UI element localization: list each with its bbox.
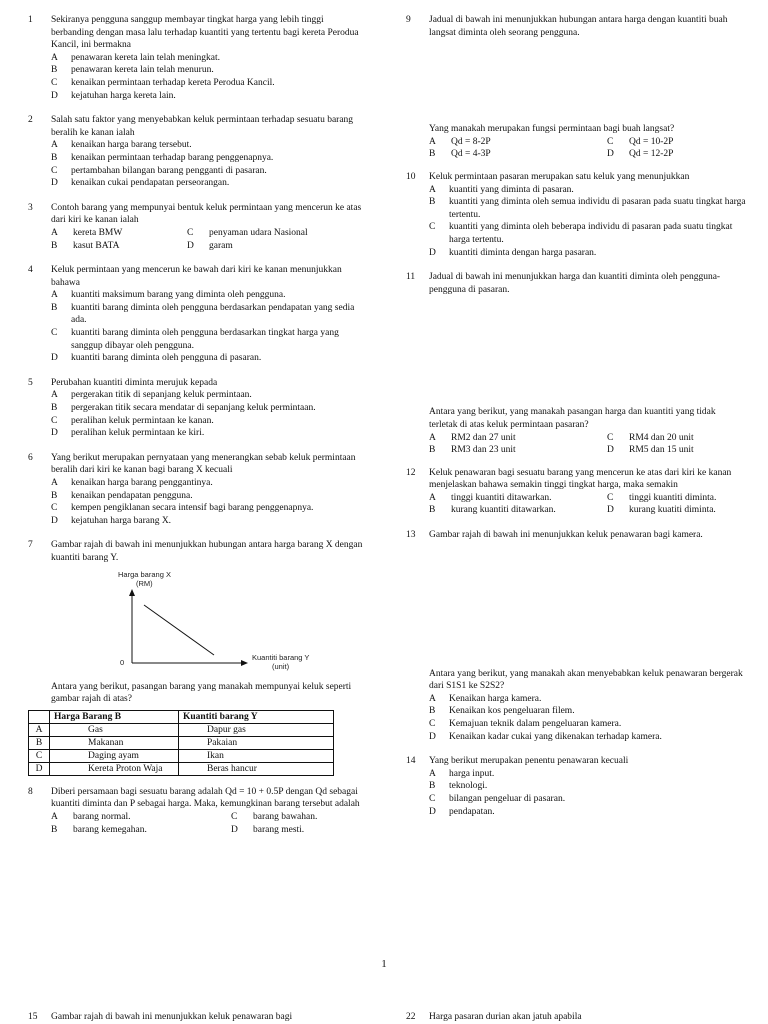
table-placeholder (429, 39, 746, 123)
table-row[interactable]: D Kereta Proton Waja Beras hancur (29, 762, 334, 775)
option-a[interactable]: A pergerakan titik di sepanjang keluk permintaan. (51, 390, 252, 401)
question-8 (28, 786, 368, 836)
question-number: 13 (406, 530, 416, 541)
question-number: 1 (28, 15, 33, 25)
option-c[interactable]: C RM4 dan 20 unit (607, 432, 694, 443)
question-9 (406, 14, 746, 161)
table-row[interactable]: C Daging ayam Ikan (29, 749, 334, 762)
options-row (51, 240, 368, 253)
option-b[interactable]: B teknologi. (429, 781, 488, 792)
option-b[interactable]: B barang kemegahan. (51, 824, 147, 835)
question-13 (406, 529, 746, 743)
option-a[interactable]: A harga input. (429, 768, 495, 779)
options-row (429, 432, 746, 445)
option-c[interactable]: C barang bawahan. (231, 811, 318, 822)
options-row (429, 492, 746, 505)
question-number: 12 (406, 467, 416, 478)
question-1 (28, 14, 368, 102)
option-d[interactable]: D peralihan keluk permintaan ke kiri. (51, 428, 205, 439)
option-d[interactable]: D kenaikan cukai pendapatan perseorangan. (51, 178, 230, 189)
question-11 (406, 271, 746, 457)
option-c[interactable]: C kuantiti yang diminta oleh beberapa individu di pasaran pada suatu tingkat harga tertentu. (429, 222, 733, 245)
option-b[interactable]: B pergerakan titik secara mendatar di sepanjang keluk permintaan. (51, 403, 316, 414)
option-b[interactable]: B Qd = 4-3P (429, 149, 491, 160)
option-b[interactable]: B kenaikan pendapatan pengguna. (51, 490, 193, 501)
x-axis-label: Kuantiti barang Y (252, 652, 310, 662)
diagram-placeholder (429, 542, 746, 668)
options-row (429, 148, 746, 161)
option-d[interactable]: D kejatuhan harga barang X. (51, 515, 172, 526)
question-2 (28, 114, 368, 190)
options-row (51, 227, 368, 240)
question-12 (406, 467, 746, 517)
question-prompt: Yang manakah merupakan fungsi permintaan bagi buah langsat? (429, 124, 675, 135)
option-c[interactable]: C kenaikan permintaan terhadap kereta Perodua Kancil. (51, 77, 275, 88)
option-a[interactable]: A Kenaikan harga kamera. (429, 693, 542, 704)
question-stem: Yang berikut merupakan pernyataan yang menerangkan sebab keluk permintaan beralih dari kiri ke kanan bagi barang X kecuali (51, 452, 356, 476)
option-a[interactable]: A RM2 dan 27 unit (429, 432, 516, 443)
option-a[interactable]: A kenaikan harga barang penggantinya. (51, 478, 213, 488)
option-d[interactable]: D Qd = 12-2P (607, 149, 674, 160)
option-c[interactable]: C bilangan pengeluar di pasaran. (429, 794, 566, 804)
question-stem: Gambar rajah di bawah ini menunjukkan keluk penawaran bagi (51, 1012, 293, 1022)
option-a[interactable]: A tinggi kuantiti ditawarkan. (429, 492, 552, 503)
option-d[interactable]: D garam (187, 240, 233, 251)
question-number: 14 (406, 756, 416, 767)
options-row (429, 444, 746, 457)
option-b[interactable]: B kuantiti yang diminta oleh semua individu di pasaran pada suatu tingkat harga tertentu. (429, 197, 746, 220)
option-a[interactable]: A kuantiti yang diminta di pasaran. (429, 184, 574, 195)
question-stem: Salah satu faktor yang menyebabkan keluk permintaan terhadap sesuatu barang beralih ke kanan ialah (51, 115, 354, 138)
question-stem: Sekiranya pengguna sanggup membayar tingkat harga yang lebih tinggi berbanding dengan masa lalu terhadap kuantiti yang tertentu bagi kereta Perodua Kancil, ini bermakna (51, 15, 359, 51)
option-c[interactable]: C Qd = 10-2P (607, 136, 674, 147)
table-header (29, 710, 334, 723)
question-stem: Jadual di bawah ini menunjukkan hubungan antara harga dengan kuantiti buah langsat diminta oleh seorang pengguna. (429, 15, 728, 38)
demand-graph (96, 567, 336, 677)
table-row[interactable]: B Makanan Pakaian (29, 736, 334, 749)
question-number: 11 (406, 272, 416, 283)
question-number: 6 (28, 452, 33, 463)
question-15 (28, 1011, 391, 1024)
question-number: 9 (406, 15, 411, 25)
question-number: 10 (406, 171, 416, 182)
y-axis-label: Harga barang X (118, 569, 171, 579)
option-a[interactable]: A kuantiti maksimum barang yang diminta oleh pengguna. (51, 290, 286, 301)
option-a[interactable]: A Qd = 8-2P (429, 136, 491, 147)
question-number: 4 (28, 265, 33, 276)
option-b[interactable]: B kurang kuantiti ditawarkan. (429, 505, 556, 516)
question-stem: Perubahan kuantiti diminta merujuk kepada (51, 377, 218, 388)
question-prompt: Antara yang berikut, yang manakah akan menyebabkan keluk penawaran bergerak dari S1S1 ke S2S2? (429, 668, 743, 692)
options-row (429, 136, 746, 149)
question-stem: Keluk permintaan pasaran merupakan satu keluk yang menunjukkan (429, 171, 690, 182)
question-3 (28, 202, 368, 252)
option-c[interactable]: C penyaman udara Nasional (187, 227, 308, 238)
option-b[interactable]: B kenaikan permintaan terhadap barang penggenapnya. (51, 152, 274, 163)
question-stem: Keluk penawaran bagi sesuatu barang yang mencerun ke atas dari kiri ke kanan menjelaskan bahawa semakin tinggi tingkat harga, maka semakin (429, 467, 732, 491)
left-column (28, 14, 368, 836)
option-d[interactable]: D pendapatan. (429, 806, 495, 817)
question-number: 15 (28, 1012, 38, 1022)
option-b[interactable]: B kuantiti barang diminta oleh pengguna berdasarkan pendapatan yang sedia ada. (51, 302, 355, 326)
option-d[interactable]: D RM5 dan 15 unit (607, 445, 694, 456)
question-number: 2 (28, 115, 33, 126)
question-number: 7 (28, 540, 33, 551)
question-stem: Yang berikut merupakan penentu penawaran kecuali (429, 756, 629, 767)
option-d[interactable]: D barang mesti. (231, 824, 305, 835)
option-d[interactable]: D kuantiti barang diminta oleh pengguna di pasaran. (51, 353, 262, 364)
question-number: 5 (28, 377, 33, 388)
header-cell (29, 710, 50, 723)
option-a[interactable]: A penawaran kereta lain telah meningkat. (51, 52, 221, 63)
option-c[interactable]: C peralihan keluk permintaan ke kanan. (51, 415, 214, 426)
option-b[interactable]: B kasut BATA (51, 240, 120, 251)
question-stem: Jadual di bawah ini menunjukkan harga dan kuantiti diminta oleh pengguna- pengguna di pasaran. (429, 272, 721, 295)
question-number: 3 (28, 202, 33, 213)
question-stem: Contoh barang yang mempunyai bentuk keluk permintaan yang mencerun ke atas dari kiri ke kanan ialah (51, 202, 362, 226)
option-a[interactable]: A kenaikan harga barang tersebut. (51, 140, 192, 151)
right-column (406, 14, 746, 818)
options-row (51, 824, 368, 837)
question-stem: Harga pasaran durian akan jatuh apabila (429, 1012, 582, 1022)
option-d[interactable]: D kuantiti diminta dengan harga pasaran. (429, 247, 597, 258)
option-d[interactable]: D kurang kuatiti diminta. (607, 505, 716, 516)
options-row (51, 811, 368, 824)
question-7 (28, 539, 368, 775)
answer-table (28, 710, 334, 776)
option-b[interactable]: B penawaran kereta lain telah menurun. (51, 65, 214, 76)
question-prompt: Antara yang berikut, yang manakah pasangan harga dan kuantiti yang tidak terletak di atas keluk permintaan pasaran? (429, 407, 716, 430)
y-axis-unit: (RM) (136, 578, 153, 588)
question-22 (406, 1011, 768, 1024)
question-stem: Gambar rajah di bawah ini menunjukkan keluk penawaran bagi kamera. (429, 530, 703, 541)
header-cell: Kuantiti barang Y (179, 710, 334, 723)
option-b[interactable]: B RM3 dan 23 unit (429, 445, 516, 456)
option-a[interactable]: A kereta BMW (51, 227, 123, 238)
header-cell: Harga Barang B (50, 710, 179, 723)
question-number: 8 (28, 786, 33, 797)
question-14 (406, 755, 746, 818)
option-c[interactable]: C Kemajuan teknik dalam pengeluaran kamera. (429, 719, 622, 730)
table-row[interactable]: A Gas Dapur gas (29, 723, 334, 736)
question-4 (28, 264, 368, 365)
question-6 (28, 452, 368, 528)
page-number: 1 (381, 958, 387, 970)
option-b[interactable]: B Kenaikan kos pengeluaran filem. (429, 706, 575, 717)
question-stem: Diberi persamaan bagi sesuatu barang adalah Qd = 10 + 0.5P dengan Qd sebagai kuantiti diminta dan P sebagai harga. Maka, kemungkinan barang tersebut adalah (51, 786, 360, 810)
question-10 (406, 171, 746, 259)
question-prompt: Antara yang berikut, pasangan barang yang manakah mempunyai keluk seperti gambar rajah di atas? (51, 681, 352, 705)
option-d[interactable]: D Kenaikan kadar cukai yang dikenakan terhadap kamera. (429, 731, 662, 742)
table-placeholder (429, 296, 746, 406)
question-stem: Gambar rajah di bawah ini menunjukkan hubungan antara harga barang X dengan kuantiti barang Y. (51, 540, 363, 563)
options-row (429, 504, 746, 517)
question-number: 22 (406, 1012, 416, 1022)
option-d[interactable]: D kejatuhan harga kereta lain. (51, 90, 176, 101)
question-stem: Keluk permintaan yang mencerun ke bawah dari kiri ke kanan menunjukkan bahawa (51, 265, 342, 288)
option-a[interactable]: A barang normal. (51, 811, 131, 822)
x-axis-unit: (unit) (272, 661, 290, 671)
option-c[interactable]: C kuantiti barang diminta oleh pengguna berdasarkan tingkat harga yang sanggup dibayar oleh pengguna. (51, 328, 339, 351)
origin-label: 0 (120, 657, 125, 667)
option-c[interactable]: C pertambahan bilangan barang pengganti di pasaran. (51, 165, 267, 176)
question-5 (28, 377, 368, 440)
option-c[interactable]: C kempen pengiklanan secara intensif bagi barang penggenapnya. (51, 503, 314, 514)
option-c[interactable]: C tinggi kuantiti diminta. (607, 492, 717, 503)
